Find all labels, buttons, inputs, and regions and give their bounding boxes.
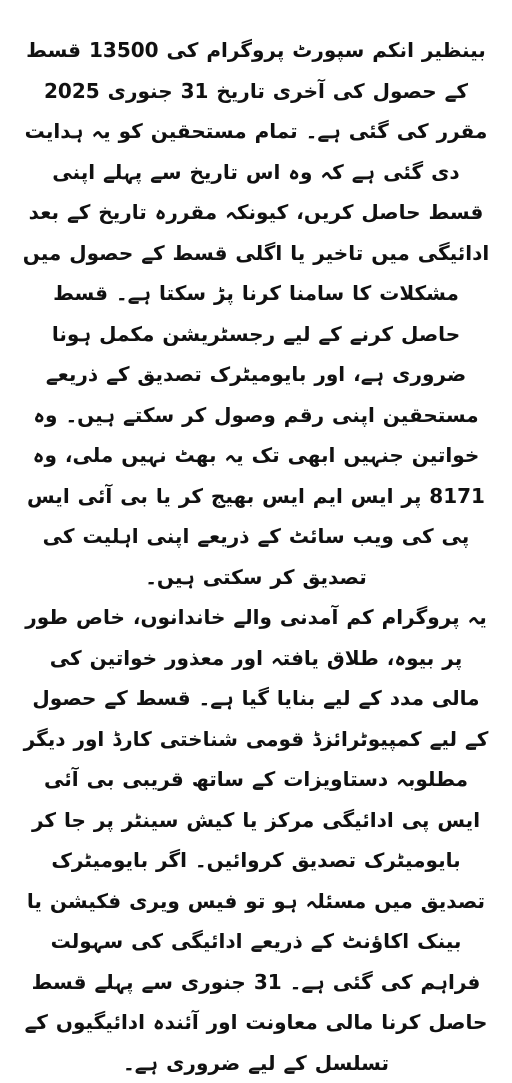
paragraph-program-details: یہ پروگرام کم آمدنی والے خاندانوں، خاص طور پر بیوہ، طلاق یافتہ اور معذور خواتین کی مالی مدد کے لیے بنایا گیا ہے۔ قسط کے حصول کے لیے کمپیوٹرائزڈ قومی شناختی کارڈ اور دیگر مطلوبہ دستاویزات کے ساتھ قریبی بی آئی ایس پی ادائیگی مرکز یا کیش سینٹر پر جا کر بایومیٹرک تصدیق کروائیں۔ اگر بایومیٹرک تصدیق میں مسئلہ ہو تو فیس ویری فکیشن یا بینک اکاؤنٹ کے ذریعے ادائیگی کی سہولت فراہم کی گئی ہے۔ 31 جنوری سے پہلے قسط حاصل کرنا مالی معاونت اور آئندہ ادائیگیوں کے تسلسل کے لیے ضروری ہے۔: [23, 605, 489, 1075]
article-body: [22, 30, 490, 1083]
paragraph-deadline: بینظیر انکم سپورٹ پروگرام کی 13500 قسط کے حصول کی آخری تاریخ 31 جنوری 2025 مقرر کی گئی ہے۔ تمام مستحقین کو یہ ہدایت دی گئی ہے کہ وہ اس تاریخ سے پہلے اپنی قسط حاصل کریں، کیونکہ مقررہ تاریخ کے بعد ادائیگی میں تاخیر یا اگلی قسط کے حصول میں مشکلات کا سامنا کرنا پڑ سکتا ہے۔ قسط حاصل کرنے کے لیے رجسٹریشن مکمل ہونا ضروری ہے، اور بایومیٹرک تصدیق کے ذریعے مستحقین اپنی رقم وصول کر سکتے ہیں۔ وہ خواتین جنہیں ابھی تک یہ بھٹ نہیں ملی، وہ 8171 پر ایس ایم ایس بھیج کر یا بی آئی ایس پی کی ویب سائٹ کے ذریعے اپنی اہلیت کی تصدیق کر سکتی ہیں۔: [22, 38, 490, 589]
